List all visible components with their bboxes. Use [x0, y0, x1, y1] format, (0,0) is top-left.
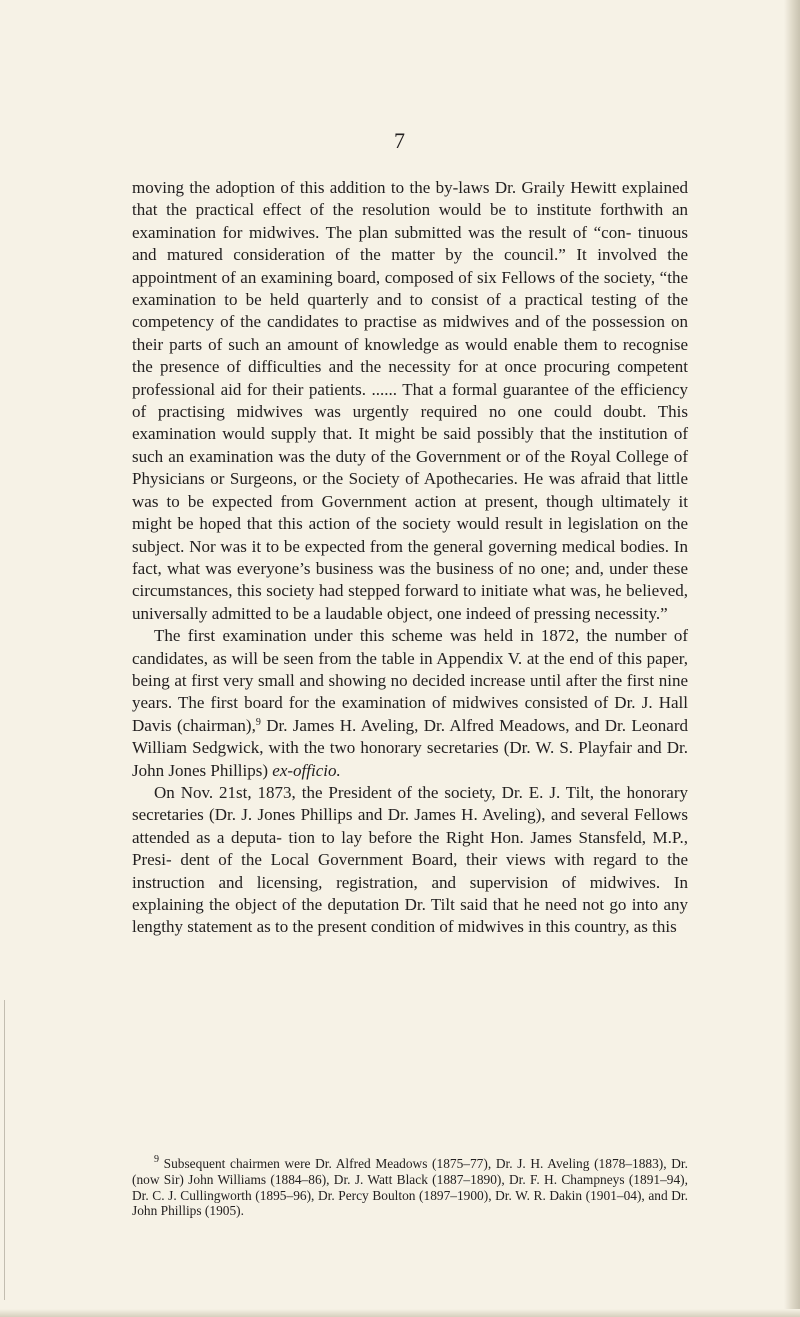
- paragraph-2: [132, 625, 688, 782]
- scan-bottom-shadow: [0, 1309, 800, 1317]
- paragraph-2-text: The first examination under this scheme was held in 1872, the number of candidates, as will be seen from the table in Appendix V. at the end of this paper, being at first very small and showing no decided increase until after the first nine years. The first board for the examination of midwives consisted of Dr. J. Hall Davis (chairman),: [132, 626, 688, 735]
- paragraph-1: moving the adoption of this addition to the by-laws Dr. Graily Hewitt explained that the practical effect of the resolution would be to institute forthwith an examination for midwives. The plan submitted was the result of “con- tinuous and matured consideration of the matter by the council.” It involved the appointment of an examining board, composed of six Fellows of the society, “the examination to be held quarterly and to consist of a practical testing of the competency of the candidates to practise as midwives and of the possession on their parts of such an amount of knowledge as would enable them to recognise the presence of difficulties and the necessity for at once procuring competent professional aid for their patients. ...... That a formal guarantee of the efficiency of practising midwives was urgently required no one could doubt. This examination would supply that. It might be said possibly that the institution of such an examination was the duty of the Government or of the Royal College of Physicians or Surgeons, or the Society of Apothecaries. He was afraid that little was to be expected from Government action at present, though ultimately it might be hoped that this action of the society would result in legislation on the subject. Nor was it to be expected from the general governing medical bodies. In fact, what was everyone’s business was the business of no one; and, under these circumstances, this society had stepped forward to initiate what was, he believed, universally admitted to be a laudable object, one indeed of pressing necessity.”: [132, 178, 688, 623]
- italic-phrase: ex-officio.: [272, 760, 341, 780]
- footnote-body: Subsequent chairmen were Dr. Alfred Meadows (1875–77), Dr. J. H. Aveling (1878–1883), Dr. (now Sir) John Williams (1884–86), Dr. J. Watt Black (1887–1890), Dr. F. H. Champneys (1891–94), Dr. C. J. Cullingworth (1895–96), Dr. Percy Boulton (1897–1900), Dr. W. R. Dakin (1901–04), and Dr. John Phillips (1905).: [132, 1156, 688, 1219]
- scan-edge-shadow: [784, 0, 800, 1317]
- footnote-marker: 9: [154, 1154, 159, 1165]
- scan-binding-line: [4, 1000, 5, 1300]
- body-text: [132, 177, 688, 939]
- footnote-reference: 9: [255, 716, 261, 728]
- paragraph-2-continued: Dr. James H. Aveling, Dr. Alfred Meadows, and Dr. Leonard William Sedgwick, with the two honorary secretaries (Dr. W. S. Playfair and Dr. John Jones Phillips): [132, 715, 688, 780]
- page-number: 7: [394, 128, 406, 153]
- footnote: [132, 1156, 688, 1219]
- footnote-text: [132, 1156, 688, 1219]
- paragraph-3: On Nov. 21st, 1873, the President of the society, Dr. E. J. Tilt, the honorary secretaries (Dr. J. Jones Phillips and Dr. James H. Aveling), and several Fellows attended as a deputa- tion to lay before the Right Hon. James Stansfeld, M.P., Presi- dent of the Local Government Board, their views with regard to the instruction and licensing, registration, and supervision of midwives. In explaining the object of the deputation Dr. Tilt said that he need not go into any lengthy statement as to the present condition of midwives in this country, as this: [132, 782, 688, 937]
